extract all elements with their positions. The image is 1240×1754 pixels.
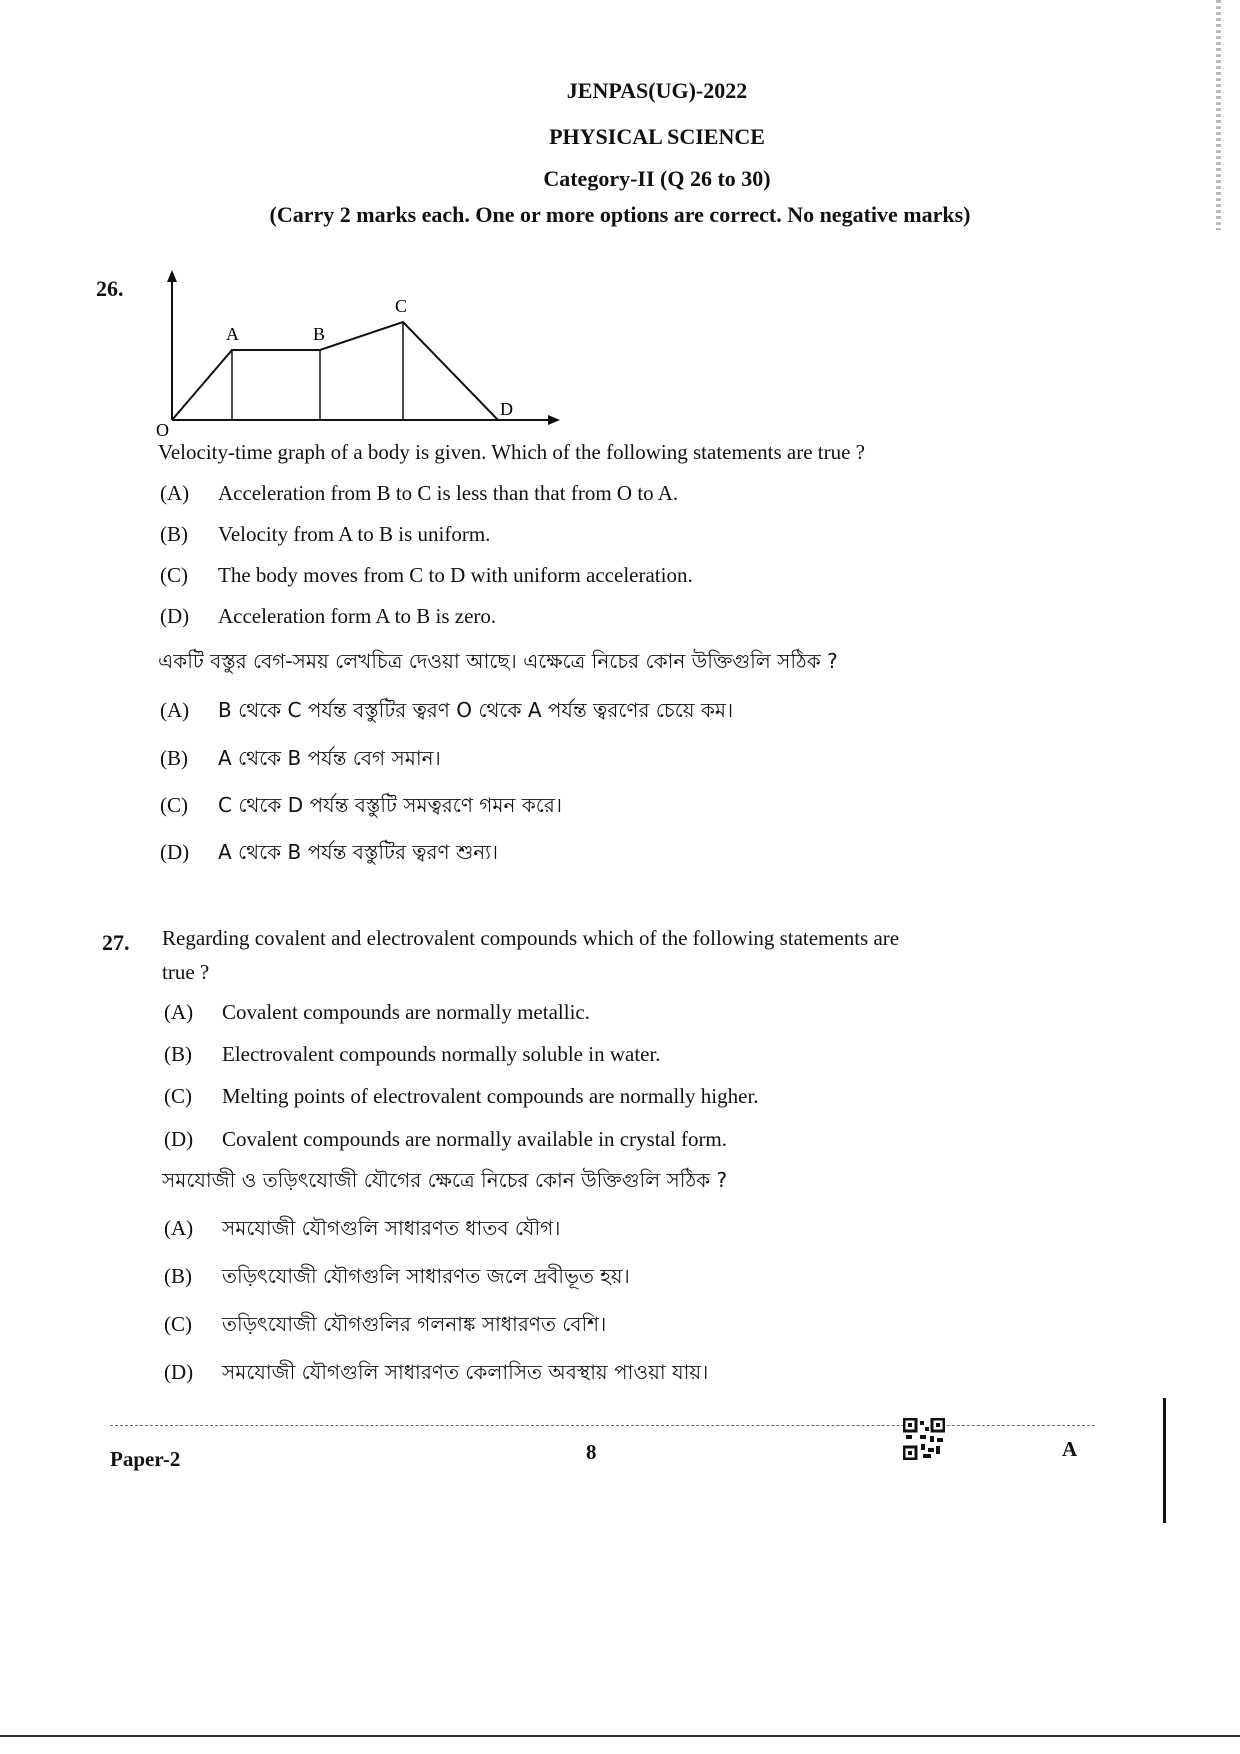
q27-option-en-d: (D) Covalent compounds are normally available in crystal form. [164, 1127, 728, 1151]
q27-option-bn-d: (D) সমযোজী যৌগগুলি সাধারণত কেলাসিত অবস্থায় পাওয়া যায়। [164, 1360, 709, 1384]
q26-option-en-a: (A) Acceleration from B to C is less than that from O to A. [160, 481, 679, 505]
instructions: (Carry 2 marks each. One or more options are correct. No negative marks) [269, 202, 971, 227]
velocity-time-graph [150, 268, 570, 438]
question-27-stem-bn: সমযোজী ও তড়িৎযোজী যৌগের ক্ষেত্রে নিচের কোন উক্তিগুলি সঠিক ? [162, 1168, 728, 1192]
q26-option-bn-d: (D) A থেকে B পর্যন্ত বস্তুটির ত্বরণ শুন্য। [160, 840, 499, 864]
exam-title: JENPAS(UG)-2022 [566, 78, 748, 103]
q26-option-en-d: (D) Acceleration form A to B is zero. [160, 604, 497, 628]
footer-divider [110, 1425, 1095, 1426]
graph-label-o: O [156, 420, 169, 438]
question-26-stem-bn: একটি বস্তুর বেগ-সময় লেখচিত্র দেওয়া আছে। এক্ষেত্রে নিচের কোন উক্তিগুলি সঠিক ? [158, 649, 838, 673]
q26-option-bn-c: (C) C থেকে D পর্যন্ত বস্তুটি সমত্বরণে গমন করে। [160, 793, 562, 817]
scan-edge-strip [1216, 0, 1221, 230]
page-bottom-border [0, 1735, 1240, 1737]
graph-label-b: B [313, 324, 326, 344]
graph-curve [172, 322, 498, 420]
q27-option-bn-c: (C) তড়িৎযোজী যৌগগুলির গলনাঙ্ক সাধারণত বেশি। [164, 1312, 607, 1336]
q27-option-en-b: (B) Electrovalent compounds normally soluble in water. [164, 1042, 661, 1066]
question-26-stem-en: Velocity-time graph of a body is given. Which of the following statements are true ? [158, 440, 865, 464]
question-26-number: 26. [96, 276, 124, 301]
set-label: A [1062, 1437, 1078, 1461]
q27-option-en-a: (A) Covalent compounds are normally metallic. [164, 1000, 590, 1024]
page-number: 8 [586, 1440, 597, 1464]
graph-label-d: D [500, 399, 513, 419]
q27-option-bn-a: (A) সমযোজী যৌগগুলি সাধারণত ধাতব যৌগ। [164, 1216, 561, 1240]
graph-y-axis-arrow [167, 270, 177, 282]
q27-option-bn-b: (B) তড়িৎযোজী যৌগগুলি সাধারণত জলে দ্রবীভূত হয়। [164, 1264, 630, 1288]
graph-label-c: C [395, 296, 408, 316]
paper-label: Paper-2 [110, 1447, 181, 1471]
subject-title: PHYSICAL SCIENCE [549, 124, 765, 149]
q27-option-en-c: (C) Melting points of electrovalent compounds are normally higher. [164, 1084, 759, 1108]
graph-label-a: A [226, 324, 239, 344]
q26-option-en-b: (B) Velocity from A to B is uniform. [160, 522, 491, 546]
q26-option-bn-b: (B) A থেকে B পর্যন্ত বেগ সমান। [160, 746, 441, 770]
scan-margin-line [1163, 1398, 1166, 1523]
question-27-stem-en-line1: Regarding covalent and electrovalent compounds which of the following statements are [162, 926, 900, 950]
graph-x-axis-arrow [548, 415, 560, 425]
qr-code-icon [903, 1418, 945, 1460]
q26-option-bn-a: (A) B থেকে C পর্যন্ত বস্তুটির ত্বরণ O থেকে A পর্যন্ত ত্বরণের চেয়ে কম। [160, 698, 734, 722]
question-27-number: 27. [102, 930, 130, 955]
category-title: Category-II (Q 26 to 30) [543, 166, 771, 191]
q26-option-en-c: (C) The body moves from C to D with uniform acceleration. [160, 563, 693, 587]
question-27-stem-en-line2: true ? [162, 960, 210, 984]
